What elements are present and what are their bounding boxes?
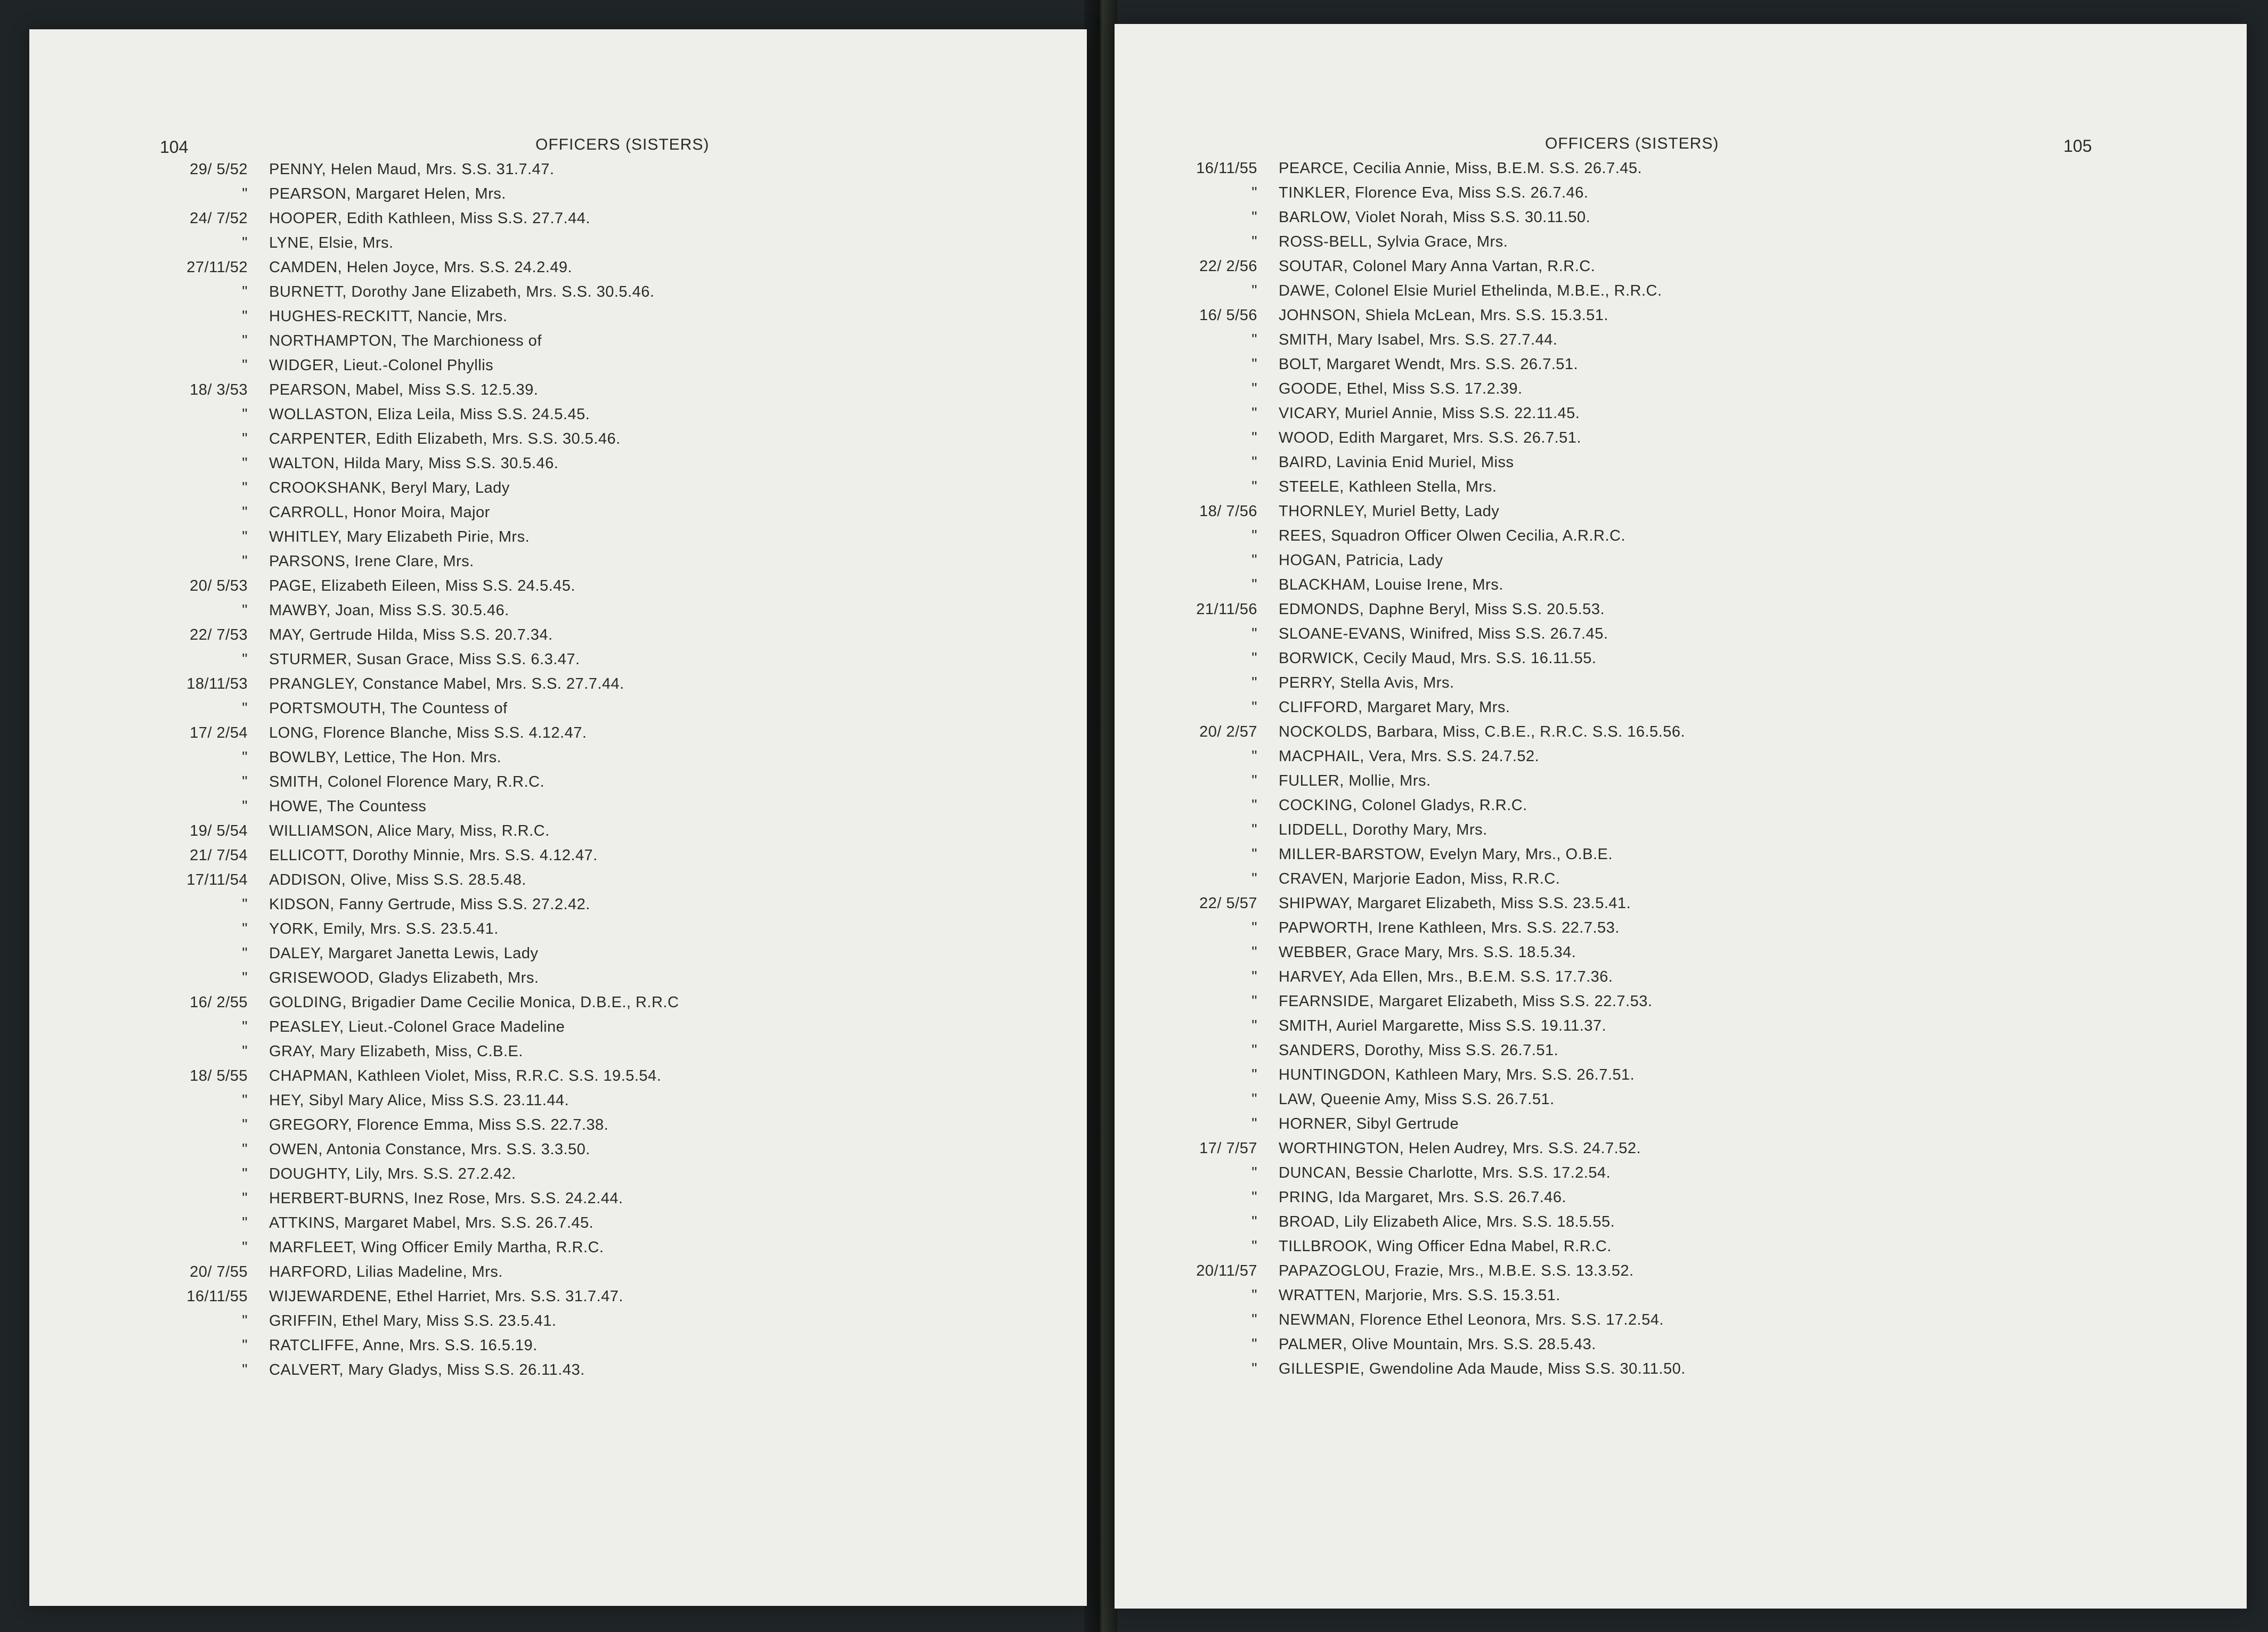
right-page-number: 105 [2063, 136, 2092, 156]
entry-date: " [1251, 699, 1257, 716]
entry-date: " [242, 234, 248, 251]
entry-name: BORWICK, Cecily Maud, Mrs. S.S. 16.11.55. [1279, 650, 1597, 667]
entry-name: NOCKOLDS, Barbara, Miss, C.B.E., R.R.C. S.S. 16.5.56. [1279, 723, 1686, 740]
entry-date: " [242, 749, 248, 766]
entry-name: GOODE, Ethel, Miss S.S. 17.2.39. [1279, 380, 1523, 397]
entry-name: HOWE, The Countess [269, 798, 427, 815]
entry-date: 22/ 2/56 [1199, 258, 1257, 275]
entry-date: " [1251, 233, 1257, 250]
entry-name: SANDERS, Dorothy, Miss S.S. 26.7.51. [1279, 1042, 1559, 1059]
entry-date: " [242, 283, 248, 300]
entry-date: " [242, 308, 248, 325]
entry-name: CHAPMAN, Kathleen Violet, Miss, R.R.C. S.S. 19.5.54. [269, 1067, 662, 1084]
entry-name: HUNTINGDON, Kathleen Mary, Mrs. S.S. 26.7.51. [1279, 1066, 1635, 1083]
entry-name: PRING, Ida Margaret, Mrs. S.S. 26.7.46. [1279, 1189, 1567, 1206]
entry-date: " [1251, 1066, 1257, 1083]
entry-date: " [1251, 209, 1257, 226]
entry-date: " [242, 553, 248, 570]
entry-date: " [242, 1214, 248, 1231]
entry-name: BAIRD, Lavinia Enid Muriel, Miss [1279, 454, 1514, 471]
entry-name: FULLER, Mollie, Mrs. [1279, 772, 1431, 789]
entry-name: PEARCE, Cecilia Annie, Miss, B.E.M. S.S. 26.7.45. [1279, 160, 1643, 177]
entry-name: EDMONDS, Daphne Beryl, Miss S.S. 20.5.53. [1279, 601, 1605, 618]
entry-name: OWEN, Antonia Constance, Mrs. S.S. 3.3.50. [269, 1141, 590, 1158]
entry-date: " [1251, 1164, 1257, 1181]
entry-date: " [242, 945, 248, 962]
entry-date: 20/ 2/57 [1199, 723, 1257, 740]
entry-name: HUGHES-RECKITT, Nancie, Mrs. [269, 308, 508, 325]
entry-name: SHIPWAY, Margaret Elizabeth, Miss S.S. 23.5.41. [1279, 895, 1631, 912]
entry-name: HARVEY, Ada Ellen, Mrs., B.E.M. S.S. 17.7.36. [1279, 968, 1613, 985]
entry-name: BURNETT, Dorothy Jane Elizabeth, Mrs. S.S. 30.5.46. [269, 283, 655, 300]
entry-date: " [242, 1043, 248, 1060]
entry-date: " [1251, 1017, 1257, 1034]
entry-date: " [242, 969, 248, 986]
right-page-header: OFFICERS (SISTERS) [1545, 135, 1719, 152]
entry-name: MACPHAIL, Vera, Mrs. S.S. 24.7.52. [1279, 748, 1540, 765]
entry-date: 20/11/57 [1196, 1262, 1257, 1279]
entry-name: BROAD, Lily Elizabeth Alice, Mrs. S.S. 18.5.55. [1279, 1213, 1615, 1230]
entry-date: " [242, 1190, 248, 1207]
entry-name: NORTHAMPTON, The Marchioness of [269, 332, 542, 349]
entry-date: " [1251, 1360, 1257, 1377]
entry-date: " [1251, 772, 1257, 789]
entry-name: LIDDELL, Dorothy Mary, Mrs. [1279, 821, 1487, 838]
entry-name: HORNER, Sibyl Gertrude [1279, 1115, 1459, 1132]
entry-name: SLOANE-EVANS, Winifred, Miss S.S. 26.7.45. [1279, 625, 1608, 642]
entry-date: " [1251, 846, 1257, 863]
entry-date: 27/11/52 [186, 259, 248, 276]
entry-name: WIJEWARDENE, Ethel Harriet, Mrs. S.S. 31.7.47. [269, 1288, 623, 1305]
entry-date: " [242, 332, 248, 349]
entry-date: " [1251, 552, 1257, 569]
entry-date: " [242, 455, 248, 472]
entry-date: " [1251, 454, 1257, 471]
entry-name: PAPAZOGLOU, Frazie, Mrs., M.B.E. S.S. 13.3.52. [1279, 1262, 1634, 1279]
entry-date: 18/ 5/55 [190, 1067, 248, 1084]
entry-name: BARLOW, Violet Norah, Miss S.S. 30.11.50. [1279, 209, 1591, 226]
entry-date: " [1251, 650, 1257, 667]
entry-name: SMITH, Colonel Florence Mary, R.R.C. [269, 773, 545, 790]
entry-name: MAY, Gertrude Hilda, Miss S.S. 20.7.34. [269, 626, 553, 643]
entry-date: " [242, 1018, 248, 1035]
entry-name: VICARY, Muriel Annie, Miss S.S. 22.11.45. [1279, 405, 1580, 422]
entry-date: 29/ 5/52 [190, 161, 248, 178]
entry-date: " [242, 1361, 248, 1378]
entry-name: BLACKHAM, Louise Irene, Mrs. [1279, 576, 1503, 593]
entry-date: " [242, 651, 248, 668]
entry-date: " [1251, 944, 1257, 961]
entry-date: " [1251, 1091, 1257, 1108]
entry-date: 16/ 5/56 [1199, 307, 1257, 324]
entry-date: " [1251, 797, 1257, 814]
entry-date: 18/ 7/56 [1199, 503, 1257, 520]
entry-date: 22/ 7/53 [190, 626, 248, 643]
entry-date: 20/ 7/55 [190, 1263, 248, 1280]
entry-date: " [1251, 919, 1257, 936]
entry-name: GREGORY, Florence Emma, Miss S.S. 22.7.38. [269, 1116, 609, 1133]
entry-name: CARROLL, Honor Moira, Major [269, 504, 490, 521]
entry-date: " [242, 1312, 248, 1329]
entry-name: ROSS-BELL, Sylvia Grace, Mrs. [1279, 233, 1508, 250]
entry-date: " [1251, 968, 1257, 985]
entry-date: " [242, 528, 248, 545]
entry-name: STURMER, Susan Grace, Miss S.S. 6.3.47. [269, 651, 580, 668]
entry-date: 20/ 5/53 [190, 577, 248, 594]
entry-name: PAPWORTH, Irene Kathleen, Mrs. S.S. 22.7.53. [1279, 919, 1620, 936]
entry-date: " [1251, 380, 1257, 397]
entry-date: " [1251, 1042, 1257, 1059]
entry-name: CAMDEN, Helen Joyce, Mrs. S.S. 24.2.49. [269, 259, 573, 276]
entry-name: WIDGER, Lieut.-Colonel Phyllis [269, 357, 494, 374]
entry-date: " [1251, 1213, 1257, 1230]
entry-date: " [1251, 331, 1257, 348]
entry-date: " [1251, 429, 1257, 446]
entry-name: SMITH, Auriel Margarette, Miss S.S. 19.11.37. [1279, 1017, 1607, 1034]
entry-name: GRAY, Mary Elizabeth, Miss, C.B.E. [269, 1043, 523, 1060]
entry-date: 16/11/55 [186, 1288, 248, 1305]
entry-name: SOUTAR, Colonel Mary Anna Vartan, R.R.C. [1279, 258, 1596, 275]
left-page-header: OFFICERS (SISTERS) [535, 136, 710, 153]
entry-name: ELLICOTT, Dorothy Minnie, Mrs. S.S. 4.12.47. [269, 847, 598, 864]
entry-name: HERBERT-BURNS, Inez Rose, Mrs. S.S. 24.2.44. [269, 1190, 623, 1207]
entry-name: SMITH, Mary Isabel, Mrs. S.S. 27.7.44. [1279, 331, 1558, 348]
entry-name: TINKLER, Florence Eva, Miss S.S. 26.7.46. [1279, 184, 1589, 201]
entry-date: " [1251, 821, 1257, 838]
entry-date: " [242, 406, 248, 423]
entry-name: HOOPER, Edith Kathleen, Miss S.S. 27.7.44. [269, 210, 590, 227]
entry-name: STEELE, Kathleen Stella, Mrs. [1279, 478, 1497, 495]
entry-date: 22/ 5/57 [1199, 895, 1257, 912]
entry-date: " [1251, 356, 1257, 373]
entry-name: PEARSON, Mabel, Miss S.S. 12.5.39. [269, 381, 539, 398]
entry-name: TILLBROOK, Wing Officer Edna Mabel, R.R.C. [1279, 1238, 1612, 1255]
entry-name: WORTHINGTON, Helen Audrey, Mrs. S.S. 24.7.52. [1279, 1140, 1641, 1157]
entry-date: 16/11/55 [1196, 160, 1257, 177]
entry-date: " [1251, 405, 1257, 422]
entry-name: DAWE, Colonel Elsie Muriel Ethelinda, M.B.E., R.R.C. [1279, 282, 1662, 299]
entry-name: WEBBER, Grace Mary, Mrs. S.S. 18.5.34. [1279, 944, 1576, 961]
entry-date: " [1251, 1287, 1257, 1304]
entry-date: " [242, 1337, 248, 1354]
entry-date: 18/ 3/53 [190, 381, 248, 398]
entry-date: " [242, 920, 248, 937]
entry-name: LONG, Florence Blanche, Miss S.S. 4.12.47. [269, 724, 587, 741]
entry-name: NEWMAN, Florence Ethel Leonora, Mrs. S.S. 17.2.54. [1279, 1311, 1664, 1328]
entry-date: " [242, 430, 248, 447]
entry-name: CALVERT, Mary Gladys, Miss S.S. 26.11.43. [269, 1361, 585, 1378]
entry-name: GILLESPIE, Gwendoline Ada Maude, Miss S.S. 30.11.50. [1279, 1360, 1686, 1377]
entry-date: 17/11/54 [186, 871, 248, 888]
entry-date: " [1251, 625, 1257, 642]
entry-date: 17/ 7/57 [1199, 1140, 1257, 1157]
entry-name: BOWLBY, Lettice, The Hon. Mrs. [269, 749, 502, 766]
entry-date: " [242, 1141, 248, 1158]
left-page-number: 104 [160, 137, 189, 157]
entry-name: RATCLIFFE, Anne, Mrs. S.S. 16.5.19. [269, 1337, 538, 1354]
entry-date: " [1251, 1336, 1257, 1353]
entry-date: " [1251, 1238, 1257, 1255]
entry-name: DOUGHTY, Lily, Mrs. S.S. 27.2.42. [269, 1165, 516, 1182]
entry-name: DUNCAN, Bessie Charlotte, Mrs. S.S. 17.2.54. [1279, 1164, 1611, 1181]
entry-date: " [242, 185, 248, 202]
entry-date: " [242, 479, 248, 496]
entry-date: 17/ 2/54 [190, 724, 248, 741]
entry-date: 18/11/53 [186, 675, 248, 692]
entry-date: " [1251, 184, 1257, 201]
entry-date: 24/ 7/52 [190, 210, 248, 227]
entry-date: " [1251, 674, 1257, 691]
entry-date: 21/ 7/54 [190, 847, 248, 864]
entry-name: HEY, Sibyl Mary Alice, Miss S.S. 23.11.44. [269, 1092, 570, 1109]
entry-name: ADDISON, Olive, Miss S.S. 28.5.48. [269, 871, 526, 888]
entry-date: " [242, 773, 248, 790]
entry-name: PAGE, Elizabeth Eileen, Miss S.S. 24.5.45. [269, 577, 575, 594]
entry-date: 21/11/56 [1196, 601, 1257, 618]
entry-name: THORNLEY, Muriel Betty, Lady [1279, 503, 1500, 520]
entry-name: BOLT, Margaret Wendt, Mrs. S.S. 26.7.51. [1279, 356, 1579, 373]
entry-name: PENNY, Helen Maud, Mrs. S.S. 31.7.47. [269, 161, 555, 178]
entry-name: WRATTEN, Marjorie, Mrs. S.S. 15.3.51. [1279, 1287, 1560, 1304]
entry-name: HARFORD, Lilias Madeline, Mrs. [269, 1263, 503, 1280]
entry-date: " [1251, 282, 1257, 299]
entry-date: " [1251, 870, 1257, 887]
entry-date: " [242, 602, 248, 619]
entry-name: COCKING, Colonel Gladys, R.R.C. [1279, 797, 1527, 814]
entry-name: HOGAN, Patricia, Lady [1279, 552, 1443, 569]
entry-name: KIDSON, Fanny Gertrude, Miss S.S. 27.2.42. [269, 896, 590, 913]
entry-name: WOLLASTON, Eliza Leila, Miss S.S. 24.5.45. [269, 406, 590, 423]
entry-name: CARPENTER, Edith Elizabeth, Mrs. S.S. 30.5.46. [269, 430, 621, 447]
entry-name: LYNE, Elsie, Mrs. [269, 234, 394, 251]
entry-date: " [242, 896, 248, 913]
entry-date: " [1251, 993, 1257, 1010]
entry-name: DALEY, Margaret Janetta Lewis, Lady [269, 945, 539, 962]
entry-name: PRANGLEY, Constance Mabel, Mrs. S.S. 27.7.44. [269, 675, 624, 692]
entry-date: " [242, 1116, 248, 1133]
entry-name: WOOD, Edith Margaret, Mrs. S.S. 26.7.51. [1279, 429, 1581, 446]
entry-name: REES, Squadron Officer Olwen Cecilia, A.R.R.C. [1279, 527, 1626, 544]
entry-name: MAWBY, Joan, Miss S.S. 30.5.46. [269, 602, 509, 619]
entry-name: GOLDING, Brigadier Dame Cecilie Monica, D.B.E., R.R.C [269, 994, 679, 1011]
entry-name: CRAVEN, Marjorie Eadon, Miss, R.R.C. [1279, 870, 1560, 887]
entry-name: PORTSMOUTH, The Countess of [269, 700, 508, 717]
entry-date: " [242, 798, 248, 815]
entry-name: GRISEWOOD, Gladys Elizabeth, Mrs. [269, 969, 539, 986]
entry-name: PARSONS, Irene Clare, Mrs. [269, 553, 474, 570]
entry-name: ATTKINS, Margaret Mabel, Mrs. S.S. 26.7.45. [269, 1214, 594, 1231]
entry-date: " [1251, 1311, 1257, 1328]
entry-date: " [242, 504, 248, 521]
entry-name: MILLER-BARSTOW, Evelyn Mary, Mrs., O.B.E. [1279, 846, 1613, 863]
entry-date: " [242, 700, 248, 717]
entry-date: " [1251, 478, 1257, 495]
entry-date: " [1251, 1115, 1257, 1132]
entry-name: PERRY, Stella Avis, Mrs. [1279, 674, 1454, 691]
entry-date: " [242, 1092, 248, 1109]
entry-date: 16/ 2/55 [190, 994, 248, 1011]
entry-date: " [1251, 527, 1257, 544]
entry-name: MARFLEET, Wing Officer Emily Martha, R.R.C. [269, 1239, 604, 1256]
entry-name: WALTON, Hilda Mary, Miss S.S. 30.5.46. [269, 455, 559, 472]
entry-name: CROOKSHANK, Beryl Mary, Lady [269, 479, 510, 496]
entry-date: " [242, 1239, 248, 1256]
entry-name: PALMER, Olive Mountain, Mrs. S.S. 28.5.43. [1279, 1336, 1596, 1353]
entry-name: PEARSON, Margaret Helen, Mrs. [269, 185, 506, 202]
entry-date: " [242, 1165, 248, 1182]
book-gutter [1084, 0, 1117, 1632]
entry-name: WILLIAMSON, Alice Mary, Miss, R.R.C. [269, 822, 550, 839]
entry-name: PEASLEY, Lieut.-Colonel Grace Madeline [269, 1018, 565, 1035]
entry-name: FEARNSIDE, Margaret Elizabeth, Miss S.S. 22.7.53. [1279, 993, 1653, 1010]
entry-date: " [1251, 1189, 1257, 1206]
entry-name: YORK, Emily, Mrs. S.S. 23.5.41. [269, 920, 499, 937]
entry-date: 19/ 5/54 [190, 822, 248, 839]
entry-name: WHITLEY, Mary Elizabeth Pirie, Mrs. [269, 528, 530, 545]
entry-date: " [1251, 576, 1257, 593]
entry-date: " [1251, 748, 1257, 765]
entry-date: " [242, 357, 248, 374]
entry-name: JOHNSON, Shiela McLean, Mrs. S.S. 15.3.51. [1279, 307, 1608, 324]
entry-name: LAW, Queenie Amy, Miss S.S. 26.7.51. [1279, 1091, 1555, 1108]
entry-name: CLIFFORD, Margaret Mary, Mrs. [1279, 699, 1510, 716]
entry-name: GRIFFIN, Ethel Mary, Miss S.S. 23.5.41. [269, 1312, 557, 1329]
